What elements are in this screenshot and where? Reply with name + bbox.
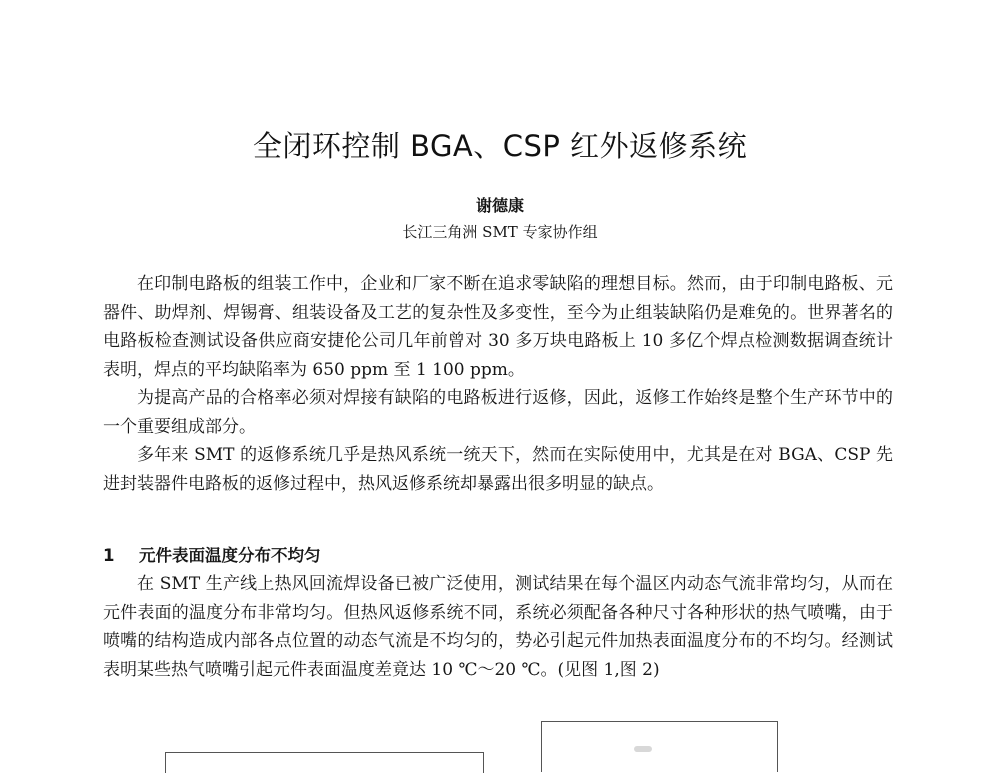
author-name: 谢德康	[475, 196, 524, 215]
figure-2-image-fragment	[634, 746, 652, 752]
section-paragraph: 在 SMT 生产线上热风回流焊设备已被广泛使用，测试结果在每个温区内动态气流非常均匀，从而在元件表面的温度分布非常均匀。但热风返修系统不同，系统必须配备各种尺寸各种形状的热气喷嘴，由于喷嘴的结构造成内部各点位置的动态气流是不均匀的，势必引起元件加热表面温度分布的不均匀。经测试表明某些热气喷嘴引起元件表面温度差竟达 10 ℃～20 ℃。(见图 1,图 2)	[103, 574, 893, 680]
section-number: 1	[103, 546, 115, 565]
intro-paragraph: 在印制电路板的组装工作中，企业和厂家不断在追求零缺陷的理想目标。然而，由于印制电路板、元器件、助焊剂、焊锡膏、组装设备及工艺的复杂性及多变性，至今为止组装缺陷仍是难免的。世界著名的电路板检查测试设备供应商安捷伦公司几年前曾对 30 多万块电路板上 10 多亿个焊点检测数据调查统计表明，焊点的平均缺陷率为 650 ppm 至 1 100 ppm。	[103, 274, 893, 380]
figure-1-frame	[165, 752, 484, 773]
article-title: 全闭环控制 BGA、CSP 红外返修系统	[252, 129, 748, 163]
section-heading	[103, 544, 893, 568]
author-affiliation: 长江三角洲 SMT 专家协作组	[402, 223, 598, 241]
figure-2-frame	[541, 721, 778, 772]
intro-body	[103, 270, 893, 498]
intro-paragraph: 多年来 SMT 的返修系统几乎是热风系统一统天下，然而在实际使用中，尤其是在对 BGA、CSP 先进封装器件电路板的返修过程中，热风返修系统却暴露出很多明显的缺点。	[103, 445, 893, 494]
intro-paragraph: 为提高产品的合格率必须对焊接有缺陷的电路板进行返修，因此，返修工作始终是整个生产环节中的一个重要组成部分。	[103, 388, 893, 437]
section-body	[103, 570, 893, 684]
section-title: 元件表面温度分布不均匀	[139, 546, 321, 565]
